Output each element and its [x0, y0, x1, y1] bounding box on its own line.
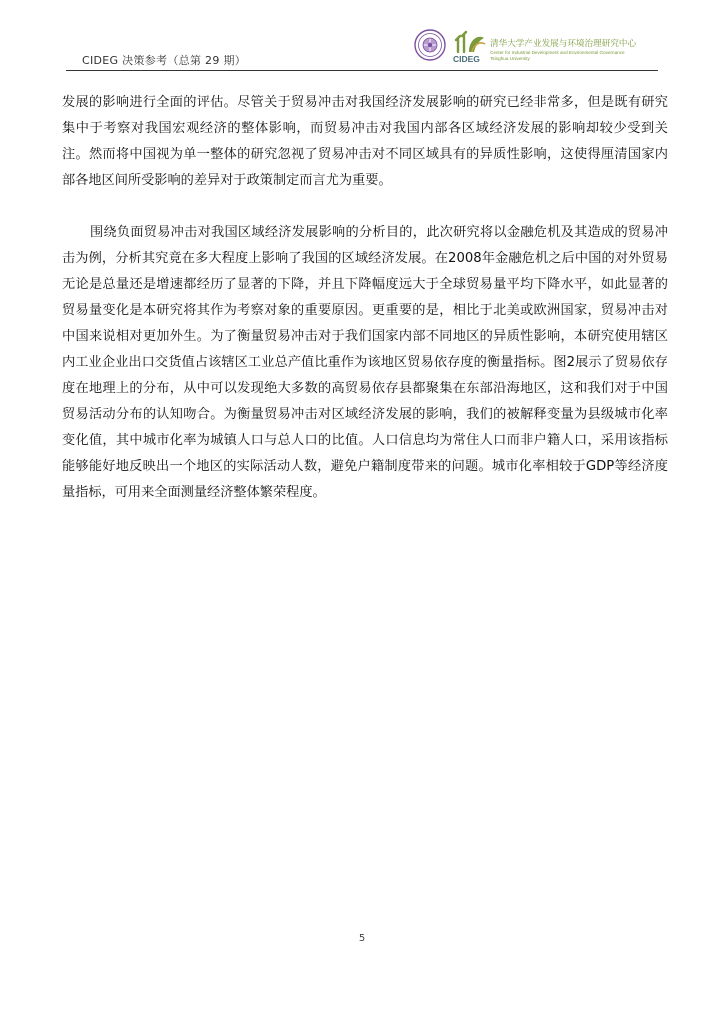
logo-english-name: Center for Industrial Development and Environmental Governance: [490, 50, 625, 55]
body-text: [62, 90, 668, 506]
paragraph-1: 发展的影响进行全面的评估。尽管关于贸易冲击对我国经济发展影响的研究已经非常多，但是既有研究集中于考察对我国宏观经济的整体影响，而贸易冲击对我国内部各区域经济发展的影响却较少受到关注。然而将中国视为单一整体的研究忽视了贸易冲击对不同区域具有的异质性影响，这使得厘清国家内部各地区间所受影响的差异对于政策制定而言尤为重要。: [62, 95, 668, 188]
page-number: 5: [358, 933, 366, 944]
tsinghua-seal-icon: [414, 29, 446, 61]
paragraph-2: 围绕负面贸易冲击对我国区域经济发展影响的分析目的，此次研究将以金融危机及其造成的贸易冲击为例，分析其究竟在多大程度上影响了我国的区域经济发展。在2008年金融危机之后中国的对外贸易无论是总量还是增速都经历了显著的下降，并且下降幅度远大于全球贸易量平均下降水平，如此显著的贸易量变化是本研究将其作为考察对象的重要原因。更重要的是，相比于北美或欧洲国家，贸易冲击对中国来说相对更加外生。为了衡量贸易冲击对于我们国家内部不同地区的异质性影响，本研究使用辖区内工业企业出口交货值占该辖区工业总产值比重作为该地区贸易依存度的衡量指标。图2展示了贸易依存度在地理上的分布，从中可以发现绝大多数的高贸易依存县都聚集在东部沿海地区，这和我们对于中国贸易活动分布的认知吻合。为衡量贸易冲击对区域经济发展的影响，我们的被解释变量为县级城市化率变化值，其中城市化率为城镇人口与总人口的比值。人口信息均为常住人口而非户籍人口，采用该指标能够能好地反映出一个地区的实际活动人数，避免户籍制度带来的问题。城市化率相较于GDP等经济度量指标，可用来全面测量经济整体繁荣程度。: [62, 225, 668, 500]
page-header: [66, 28, 658, 71]
cideg-logo-icon: [452, 28, 490, 66]
cideg-acronym: CIDEG: [453, 54, 480, 64]
header-logos: [414, 28, 644, 68]
logo-english-university: Tsinghua University: [490, 56, 530, 61]
logo-chinese-name: 清华大学产业发展与环境治理研究中心: [490, 39, 637, 49]
header-title: CIDEG 决策参考（总第 29 期）: [82, 54, 247, 67]
